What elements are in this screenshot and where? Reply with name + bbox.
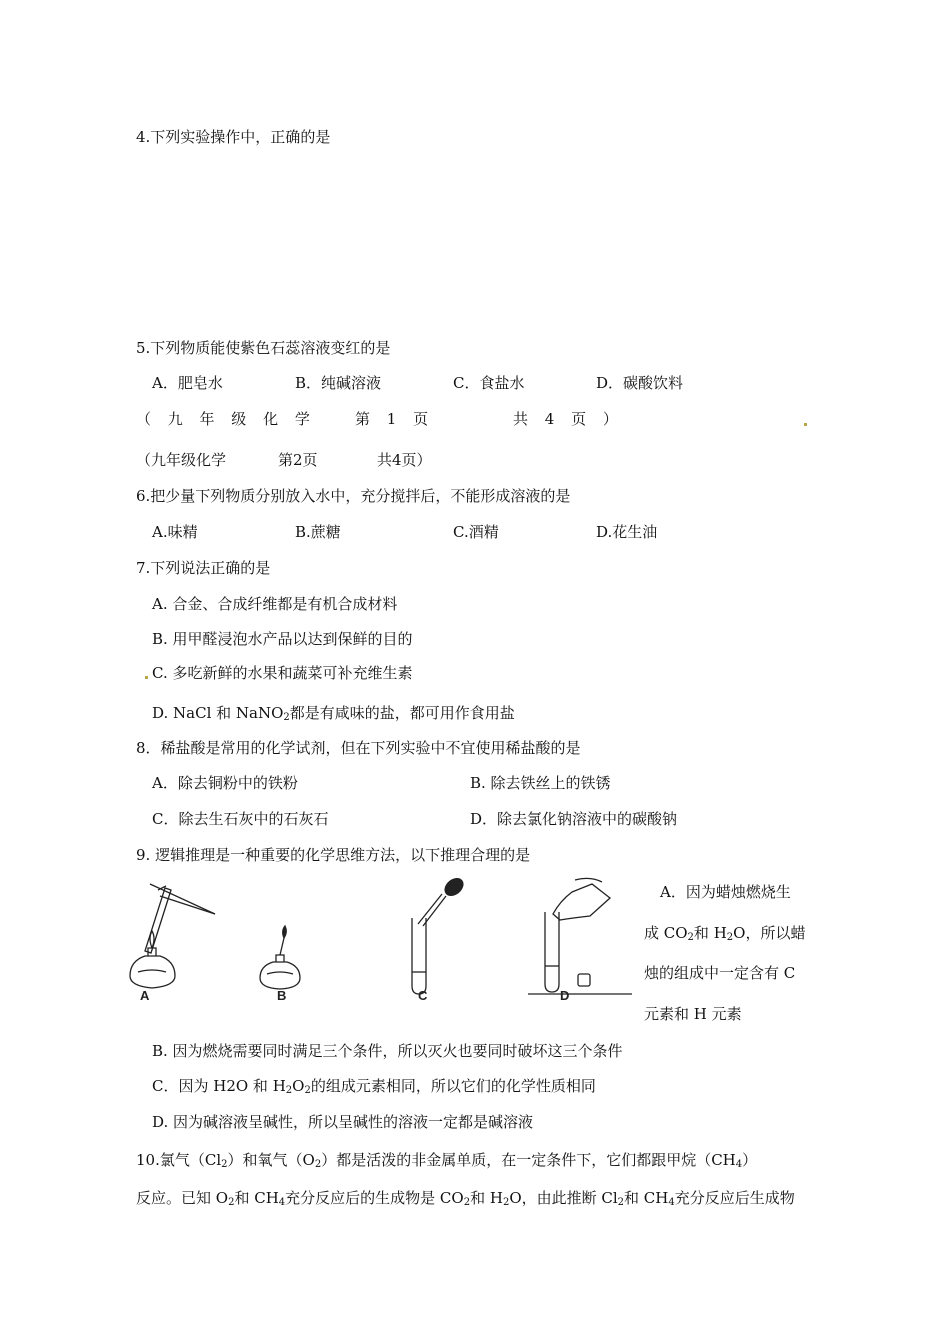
speck-mark-2 bbox=[145, 676, 148, 679]
question-5-stem: 5.下列物质能使紫色石蕊溶液变红的是 bbox=[136, 339, 391, 357]
q9-option-a-line4: 元素和 H 元素 bbox=[644, 1005, 742, 1023]
q9-option-c: C．因为 H2O 和 $H_2O_2$的组成元素相同，所以它们的化学性质相同 bbox=[152, 1077, 596, 1096]
q8-option-a: A．除去铜粉中的铁粉 bbox=[152, 774, 298, 792]
q5-option-c: C．食盐水 bbox=[453, 374, 525, 392]
q8-option-d: D．除去氯化钠溶液中的碳酸钠 bbox=[470, 810, 678, 828]
footer-1-total: 共 4 页 ） bbox=[513, 410, 624, 428]
q6-option-d: D.花生油 bbox=[596, 523, 658, 541]
q5-option-d: D．碳酸饮料 bbox=[596, 374, 684, 392]
q7-option-d: D. NaCl 和 NaNO$_2$都是有咸味的盐，都可用作食用盐 bbox=[152, 704, 515, 723]
q7-option-a: A. 合金、合成纤维都是有机合成材料 bbox=[152, 595, 398, 613]
question-7-stem: 7.下列说法正确的是 bbox=[136, 559, 271, 577]
speck-mark bbox=[804, 423, 807, 426]
question-8-stem: 8．稀盐酸是常用的化学试剂，但在下列实验中不宜使用稀盐酸的是 bbox=[136, 739, 581, 757]
question-9-stem: 9. 逻辑推理是一种重要的化学思维方法，以下推理合理的是 bbox=[136, 846, 531, 864]
footer-2-grade: （九年级化学 bbox=[136, 451, 227, 469]
footer-2-total: 共4页） bbox=[377, 451, 432, 469]
q6-option-b: B.蔗糖 bbox=[295, 523, 341, 541]
lab-apparatus-figure bbox=[120, 876, 640, 1006]
q8-option-b: B. 除去铁丝上的铁锈 bbox=[470, 774, 611, 792]
q9-option-a-line2: 成 $CO_2$和 $H_2O$，所以蜡 bbox=[644, 924, 806, 943]
footer-1-page: 第 1 页 bbox=[355, 410, 435, 428]
apparatus-drawings bbox=[120, 876, 640, 1006]
q8-option-c: C．除去生石灰中的石灰石 bbox=[152, 810, 329, 828]
q6-option-a: A.味精 bbox=[152, 523, 198, 541]
fig-label-c: C bbox=[418, 988, 428, 1003]
q9-option-a-line1: A．因为蜡烛燃烧生 bbox=[660, 883, 791, 901]
fig-label-d: D bbox=[560, 988, 570, 1003]
q9-option-d: D. 因为碱溶液呈碱性，所以呈碱性的溶液一定都是碱溶液 bbox=[152, 1113, 534, 1131]
footer-2-page: 第2页 bbox=[278, 451, 318, 469]
q7-option-c: C. 多吃新鲜的水果和蔬菜可补充维生素 bbox=[152, 664, 413, 682]
question-6-stem: 6.把少量下列物质分别放入水中，充分搅拌后，不能形成溶液的是 bbox=[136, 487, 571, 505]
question-4-stem: 4.下列实验操作中，正确的是 bbox=[136, 128, 331, 146]
fig-label-a: A bbox=[140, 988, 150, 1003]
q9-option-a-line3: 烛的组成中一定含有 C bbox=[644, 964, 796, 982]
q7-option-b: B. 用甲醛浸泡水产品以达到保鲜的目的 bbox=[152, 630, 413, 648]
footer-1-grade: （ 九 年 级 化 学 bbox=[136, 410, 316, 428]
q6-option-c: C.酒精 bbox=[453, 523, 499, 541]
q5-option-b: B．纯碱溶液 bbox=[295, 374, 382, 392]
q5-option-a: A．肥皂水 bbox=[152, 374, 223, 392]
fig-label-b: B bbox=[277, 988, 287, 1003]
question-10-line1: 10.氯气$(Cl_2)$和氧气$(O_2)$都是活泼的非金属单质，在一定条件下，它们都跟甲烷$(CH_4)$ bbox=[136, 1151, 758, 1170]
question-10-line2: 反应。已知 $O_2$和 $CH_4$充分反应后的生成物是 $CO_2$和 $H_2O$，由此推断 $Cl_2$和 $CH_4$充分反应后生成物 bbox=[136, 1189, 795, 1208]
q9-option-b: B. 因为燃烧需要同时满足三个条件，所以灭火也要同时破坏这三个条件 bbox=[152, 1042, 623, 1060]
